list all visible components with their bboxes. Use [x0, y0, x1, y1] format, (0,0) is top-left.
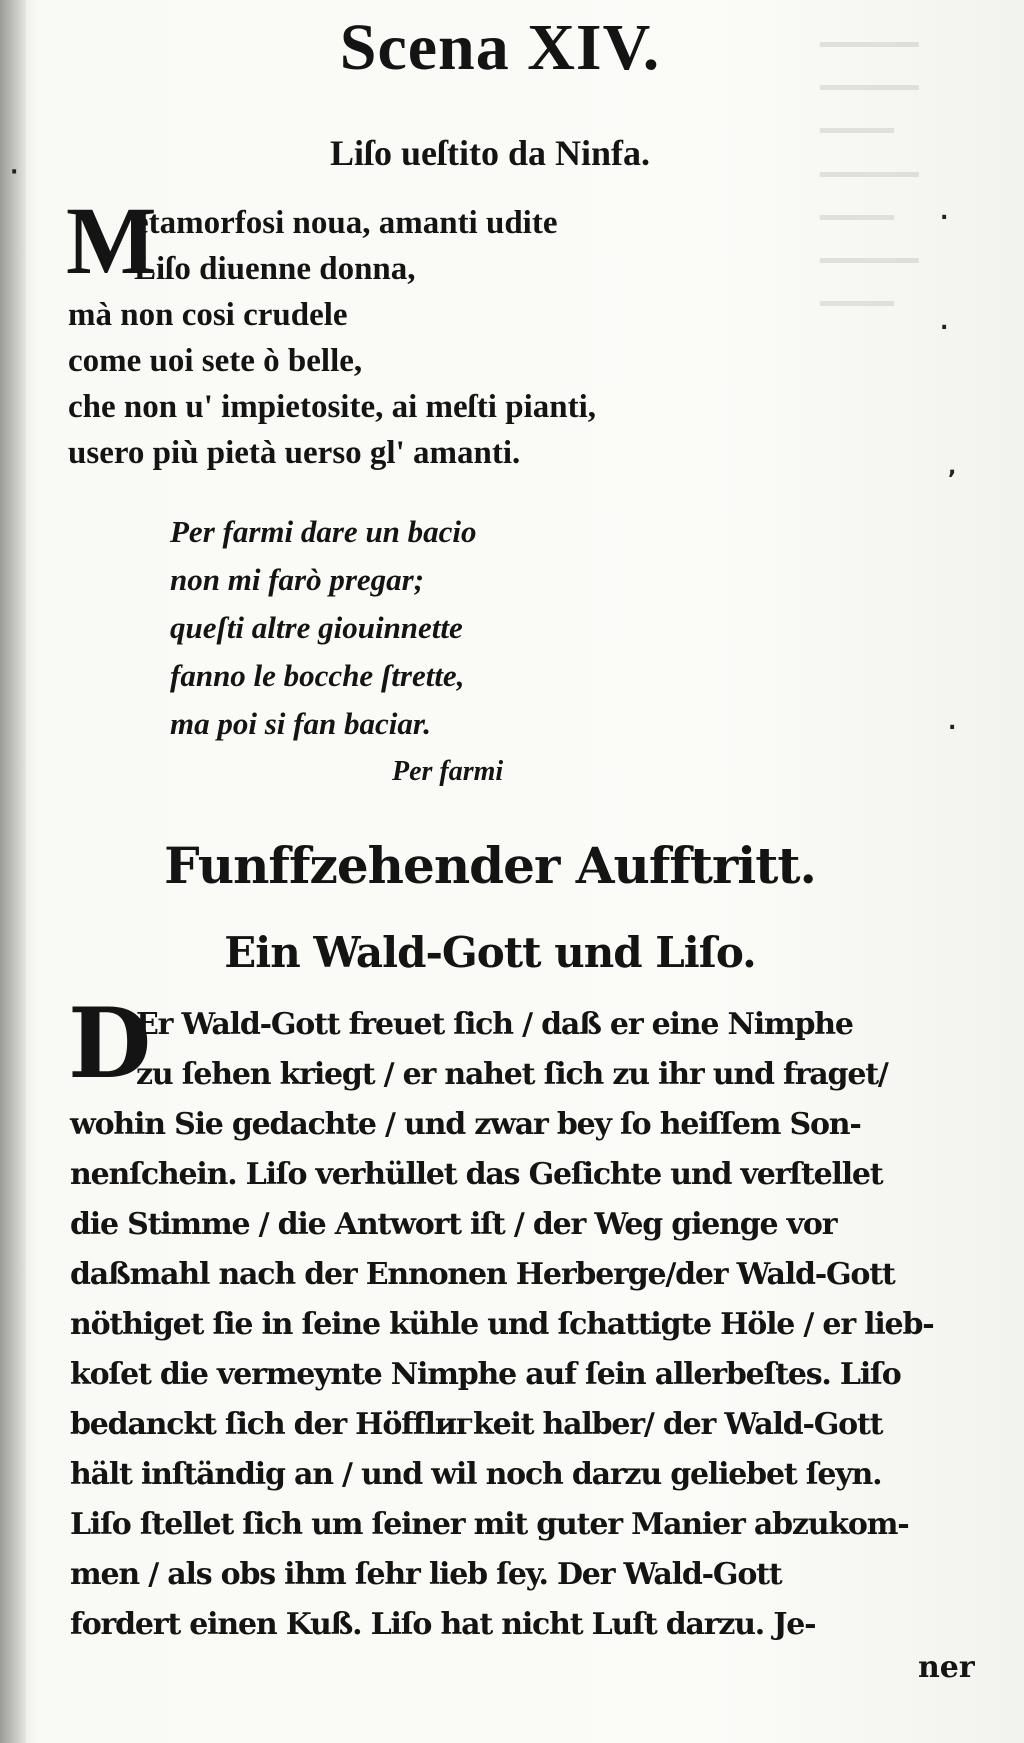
prose-line: daßmahl nach der Ennonen Herberge/der Wald-Gott	[70, 1257, 895, 1292]
prose-line: nöthiget ſie in ſeine kühle und ſchattigte Höle / er lieb-	[70, 1307, 934, 1342]
prose-line: Liſo ſtellet ſich um ſeiner mit guter Manier abzukom-	[70, 1507, 909, 1542]
prose-line: die Stimme / die Antwort iſt / der Weg gienge vor	[70, 1207, 837, 1242]
drop-cap-d: D	[68, 987, 152, 1100]
song-line: Per farmi dare un bacio	[170, 514, 477, 549]
italian-stanza	[68, 200, 968, 476]
margin-mark: ·	[10, 160, 19, 185]
prose-line: wohin Sie gedachte / und zwar bey ſo heiſſem Son-	[70, 1107, 861, 1142]
stanza-line: come uoi sete ò belle,	[68, 343, 363, 379]
stanza-line: usero più pietà uerso gl' amanti.	[68, 435, 521, 471]
scene-title: Scena XIV.	[339, 11, 661, 84]
song-line: queſti altre giouinnette	[170, 610, 463, 645]
prose-line: koſet die vermeynte Nimphe auf ſein allerbeſtes. Liſo	[70, 1357, 901, 1392]
margin-mark: ,	[948, 455, 957, 480]
italian-song	[170, 508, 690, 748]
song-line: non mi farò pregar;	[170, 562, 425, 597]
drop-cap-m: M	[66, 187, 157, 294]
song-line: fanno le bocche ſtrette,	[170, 658, 465, 693]
german-catchword: ner	[918, 1650, 975, 1685]
scene-subtitle: Liſo ueſtito da Ninfa.	[329, 133, 651, 173]
german-subheading: Ein Wald-Gott und Liſo.	[224, 928, 756, 977]
margin-mark: .	[948, 710, 957, 735]
song-catchword: Per farmi	[392, 756, 504, 787]
prose-line: zu ſehen kriegt / er nahet ſich zu ihr und fraget/	[136, 1057, 888, 1092]
margin-mark: .	[940, 200, 949, 225]
stanza-line: mà non cosi crudele	[68, 297, 348, 333]
prose-line: nenſchein. Liſo verhüllet das Geſichte und verſtellet	[70, 1157, 883, 1192]
bleed-through-text: ▔▔▔▔ ▔▔▔▔ ▔▔▔ ▔▔▔▔ ▔▔▔ ▔▔▔▔ ▔▔▔	[820, 42, 919, 340]
prose-line: hält inſtändig an / und wil noch darzu geliebet ſeyn.	[70, 1457, 882, 1492]
stanza-line: che non u' impietosite, ai meſti pianti,	[68, 389, 596, 425]
page-gutter	[0, 0, 26, 1743]
prose-line: bedanckt ſich der Höfflигkeit halber/ der Wald-Gott	[70, 1407, 883, 1442]
german-prose	[70, 1000, 974, 1650]
stanza-line: Liſo diuenne donna,	[134, 251, 416, 287]
prose-line: Er Wald-Gott freuet ſich / daß er eine Nimphe	[136, 1007, 853, 1042]
stanza-line: etamorfosi noua, amanti udite	[134, 205, 558, 241]
song-line: ma poi si fan baciar.	[170, 706, 431, 741]
german-heading: Funffzehender Aufftritt.	[164, 836, 816, 895]
prose-line: fordert einen Kuß. Liſo hat nicht Luſt darzu. Je-	[70, 1607, 816, 1642]
margin-mark: .	[940, 310, 949, 335]
prose-line: men / als obs ihm ſehr lieb ſey. Der Wald-Gott	[70, 1557, 782, 1592]
